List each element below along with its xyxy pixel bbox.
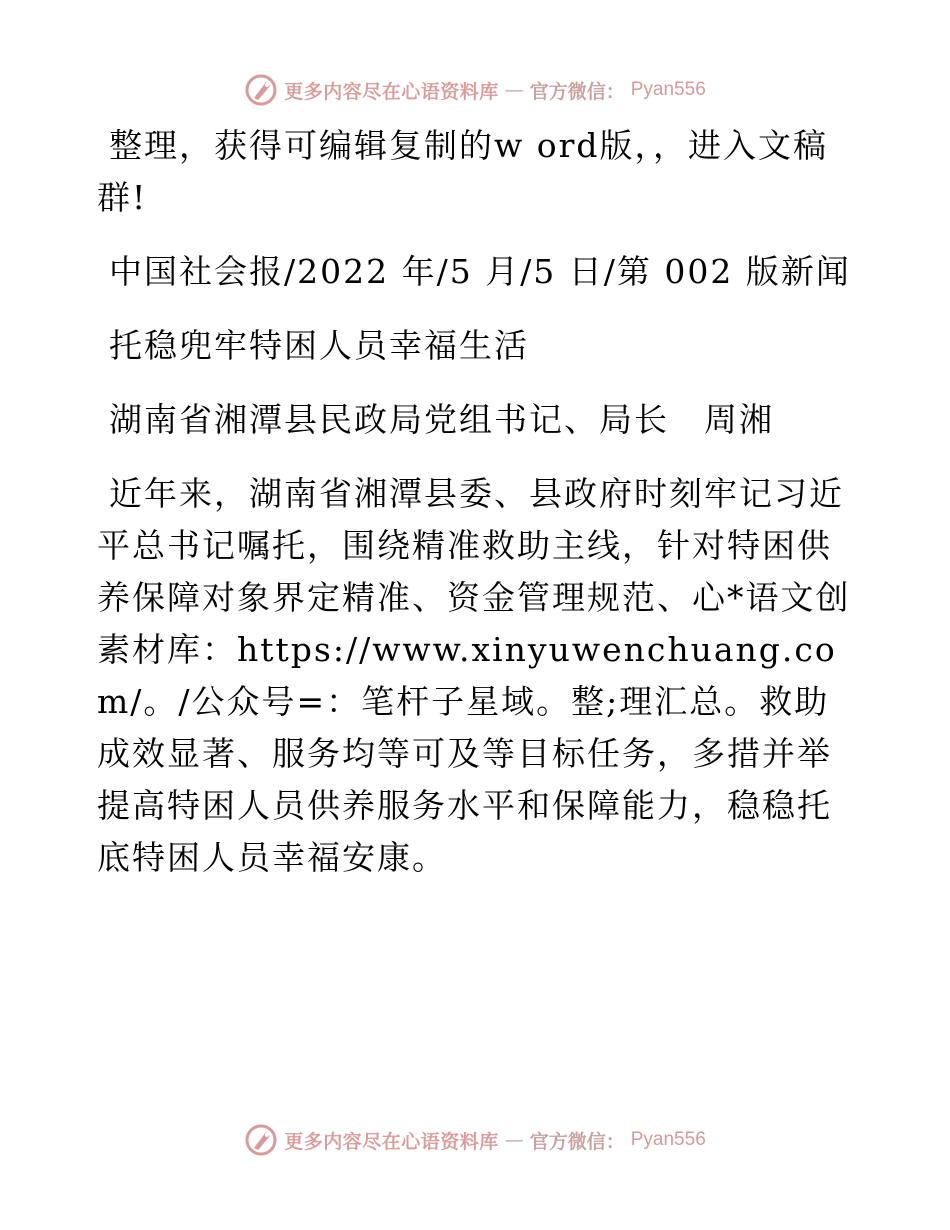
banner-slogan: 更多内容尽在心语资料库 [284,80,499,103]
pen-nib-logo-icon [244,73,278,107]
banner-wechat-id: Pyan556 [630,79,706,100]
header-banner [0,70,950,110]
pen-nib-logo-icon [244,1123,278,1157]
banner-wechat-label: 官方微信： [529,80,625,103]
footer-banner [0,1120,950,1160]
banner-separator: — [504,1129,524,1151]
document-body [97,120,857,884]
banner-wechat-label: 官方微信： [529,1130,625,1153]
article-title: 托稳兜牢特困人员幸福生活 [109,326,529,365]
banner-separator: — [504,79,524,101]
author-line: 湖南省湘潭县民政局党组书记、局长 周湘 [109,400,774,439]
banner-wechat-id: Pyan556 [630,1129,706,1150]
body-paragraph: 近年来，湖南省湘潭县委、县政府时刻牢记习近平总书记嘱托，围绕精准救助主线，针对特困供养保障对象界定精准、资金管理规范、心*语文创素材库：https://www.xinyuwenchuang.com/。/公众号=：笔杆子星域。整;理汇总。救助成效显著、服务均等可及等目标任务，多措并举提高特困人员供养服务水平和保障能力，稳稳托底特困人员幸福安康。 [97,474,851,877]
intro-paragraph: 整理，获得可编辑复制的w ord版，，进入文稿群! [97,126,829,217]
source-line: 中国社会报/2022 年/5 月/5 日/第 002 版新闻 [109,252,851,291]
banner-slogan: 更多内容尽在心语资料库 [284,1130,499,1153]
